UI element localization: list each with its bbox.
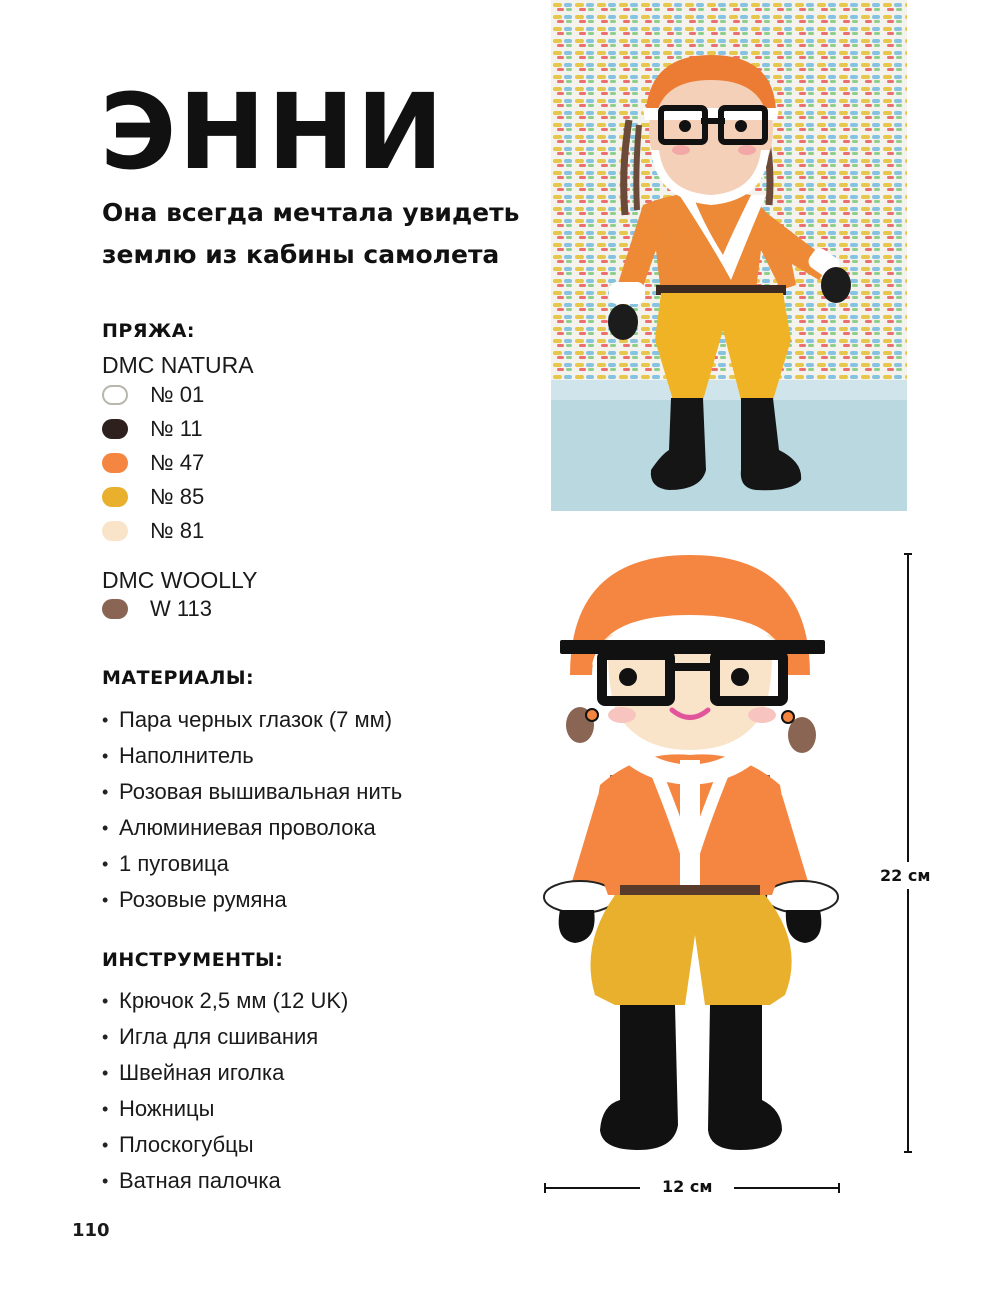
list-item — [102, 846, 402, 882]
tools-list — [102, 983, 348, 1199]
yarn-label: W 113 — [150, 596, 212, 621]
bullet: • — [102, 745, 109, 766]
yarn-swatch — [102, 419, 128, 439]
yarn-item — [102, 378, 204, 412]
bullet: • — [102, 781, 109, 802]
list-item-text: Наполнитель — [119, 743, 254, 768]
list-item — [102, 1127, 348, 1163]
doll-photo — [551, 0, 907, 511]
yarn-label: № 85 — [150, 484, 205, 509]
list-item-text: Пара черных глазок (7 мм) — [119, 707, 393, 732]
yarn-list-natura — [102, 378, 204, 548]
list-item-text: Алюминиевая проволока — [119, 815, 376, 840]
page-subtitle: Она всегда мечтала увидеть землю из кабины самолета — [102, 198, 520, 269]
yarn-swatch — [102, 487, 128, 507]
yarn-label: № 11 — [150, 416, 203, 441]
yarn-brand-natura: DMC NATURA — [102, 352, 254, 378]
bullet: • — [102, 1098, 109, 1119]
list-item — [102, 1055, 348, 1091]
list-item — [102, 882, 402, 918]
list-item-text: Игла для сшивания — [119, 1024, 319, 1049]
list-item — [102, 774, 402, 810]
bullet: • — [102, 1134, 109, 1155]
bullet: • — [102, 1062, 109, 1083]
yarn-brand-woolly: DMC WOOLLY — [102, 567, 258, 593]
yarn-item — [102, 514, 204, 548]
doll-illustration — [540, 545, 840, 1165]
list-item-text: Плоскогубцы — [119, 1132, 254, 1157]
yarn-label: № 81 — [150, 518, 205, 543]
yarn-swatch — [102, 599, 128, 619]
list-item — [102, 1163, 348, 1199]
bullet: • — [102, 889, 109, 910]
yarn-label: № 47 — [150, 450, 205, 475]
list-item — [102, 738, 402, 774]
yarn-swatch — [102, 453, 128, 473]
yarn-list-woolly — [102, 592, 212, 626]
yarn-item — [102, 480, 204, 514]
materials-list — [102, 702, 402, 918]
tools-heading: ИНСТРУМЕНТЫ: — [102, 949, 284, 971]
yarn-heading: ПРЯЖА: — [102, 320, 196, 342]
bullet: • — [102, 853, 109, 874]
yarn-swatch — [102, 521, 128, 541]
yarn-item — [102, 446, 204, 480]
list-item — [102, 1019, 348, 1055]
yarn-label: № 01 — [150, 382, 205, 407]
materials-heading: МАТЕРИАЛЫ: — [102, 667, 255, 689]
yarn-swatch — [102, 385, 128, 405]
bullet: • — [102, 1170, 109, 1191]
page-title: ЭННИ — [100, 71, 446, 193]
bullet: • — [102, 990, 109, 1011]
page-number: 110 — [72, 1220, 110, 1241]
bullet: • — [102, 1026, 109, 1047]
list-item-text: 1 пуговица — [119, 851, 229, 876]
yarn-item — [102, 412, 204, 446]
list-item — [102, 983, 348, 1019]
height-label: 22 см — [880, 862, 930, 889]
bullet: • — [102, 817, 109, 838]
list-item-text: Крючок 2,5 мм (12 UK) — [119, 988, 349, 1013]
list-item — [102, 702, 402, 738]
height-dimension-line — [904, 553, 912, 1153]
list-item-text: Ватная палочка — [119, 1168, 281, 1193]
list-item-text: Розовые румяна — [119, 887, 287, 912]
bullet: • — [102, 709, 109, 730]
list-item — [102, 810, 402, 846]
yarn-item — [102, 592, 212, 626]
list-item-text: Швейная иголка — [119, 1060, 285, 1085]
width-label: 12 см — [640, 1177, 734, 1196]
list-item — [102, 1091, 348, 1127]
list-item-text: Ножницы — [119, 1096, 215, 1121]
list-item-text: Розовая вышивальная нить — [119, 779, 403, 804]
